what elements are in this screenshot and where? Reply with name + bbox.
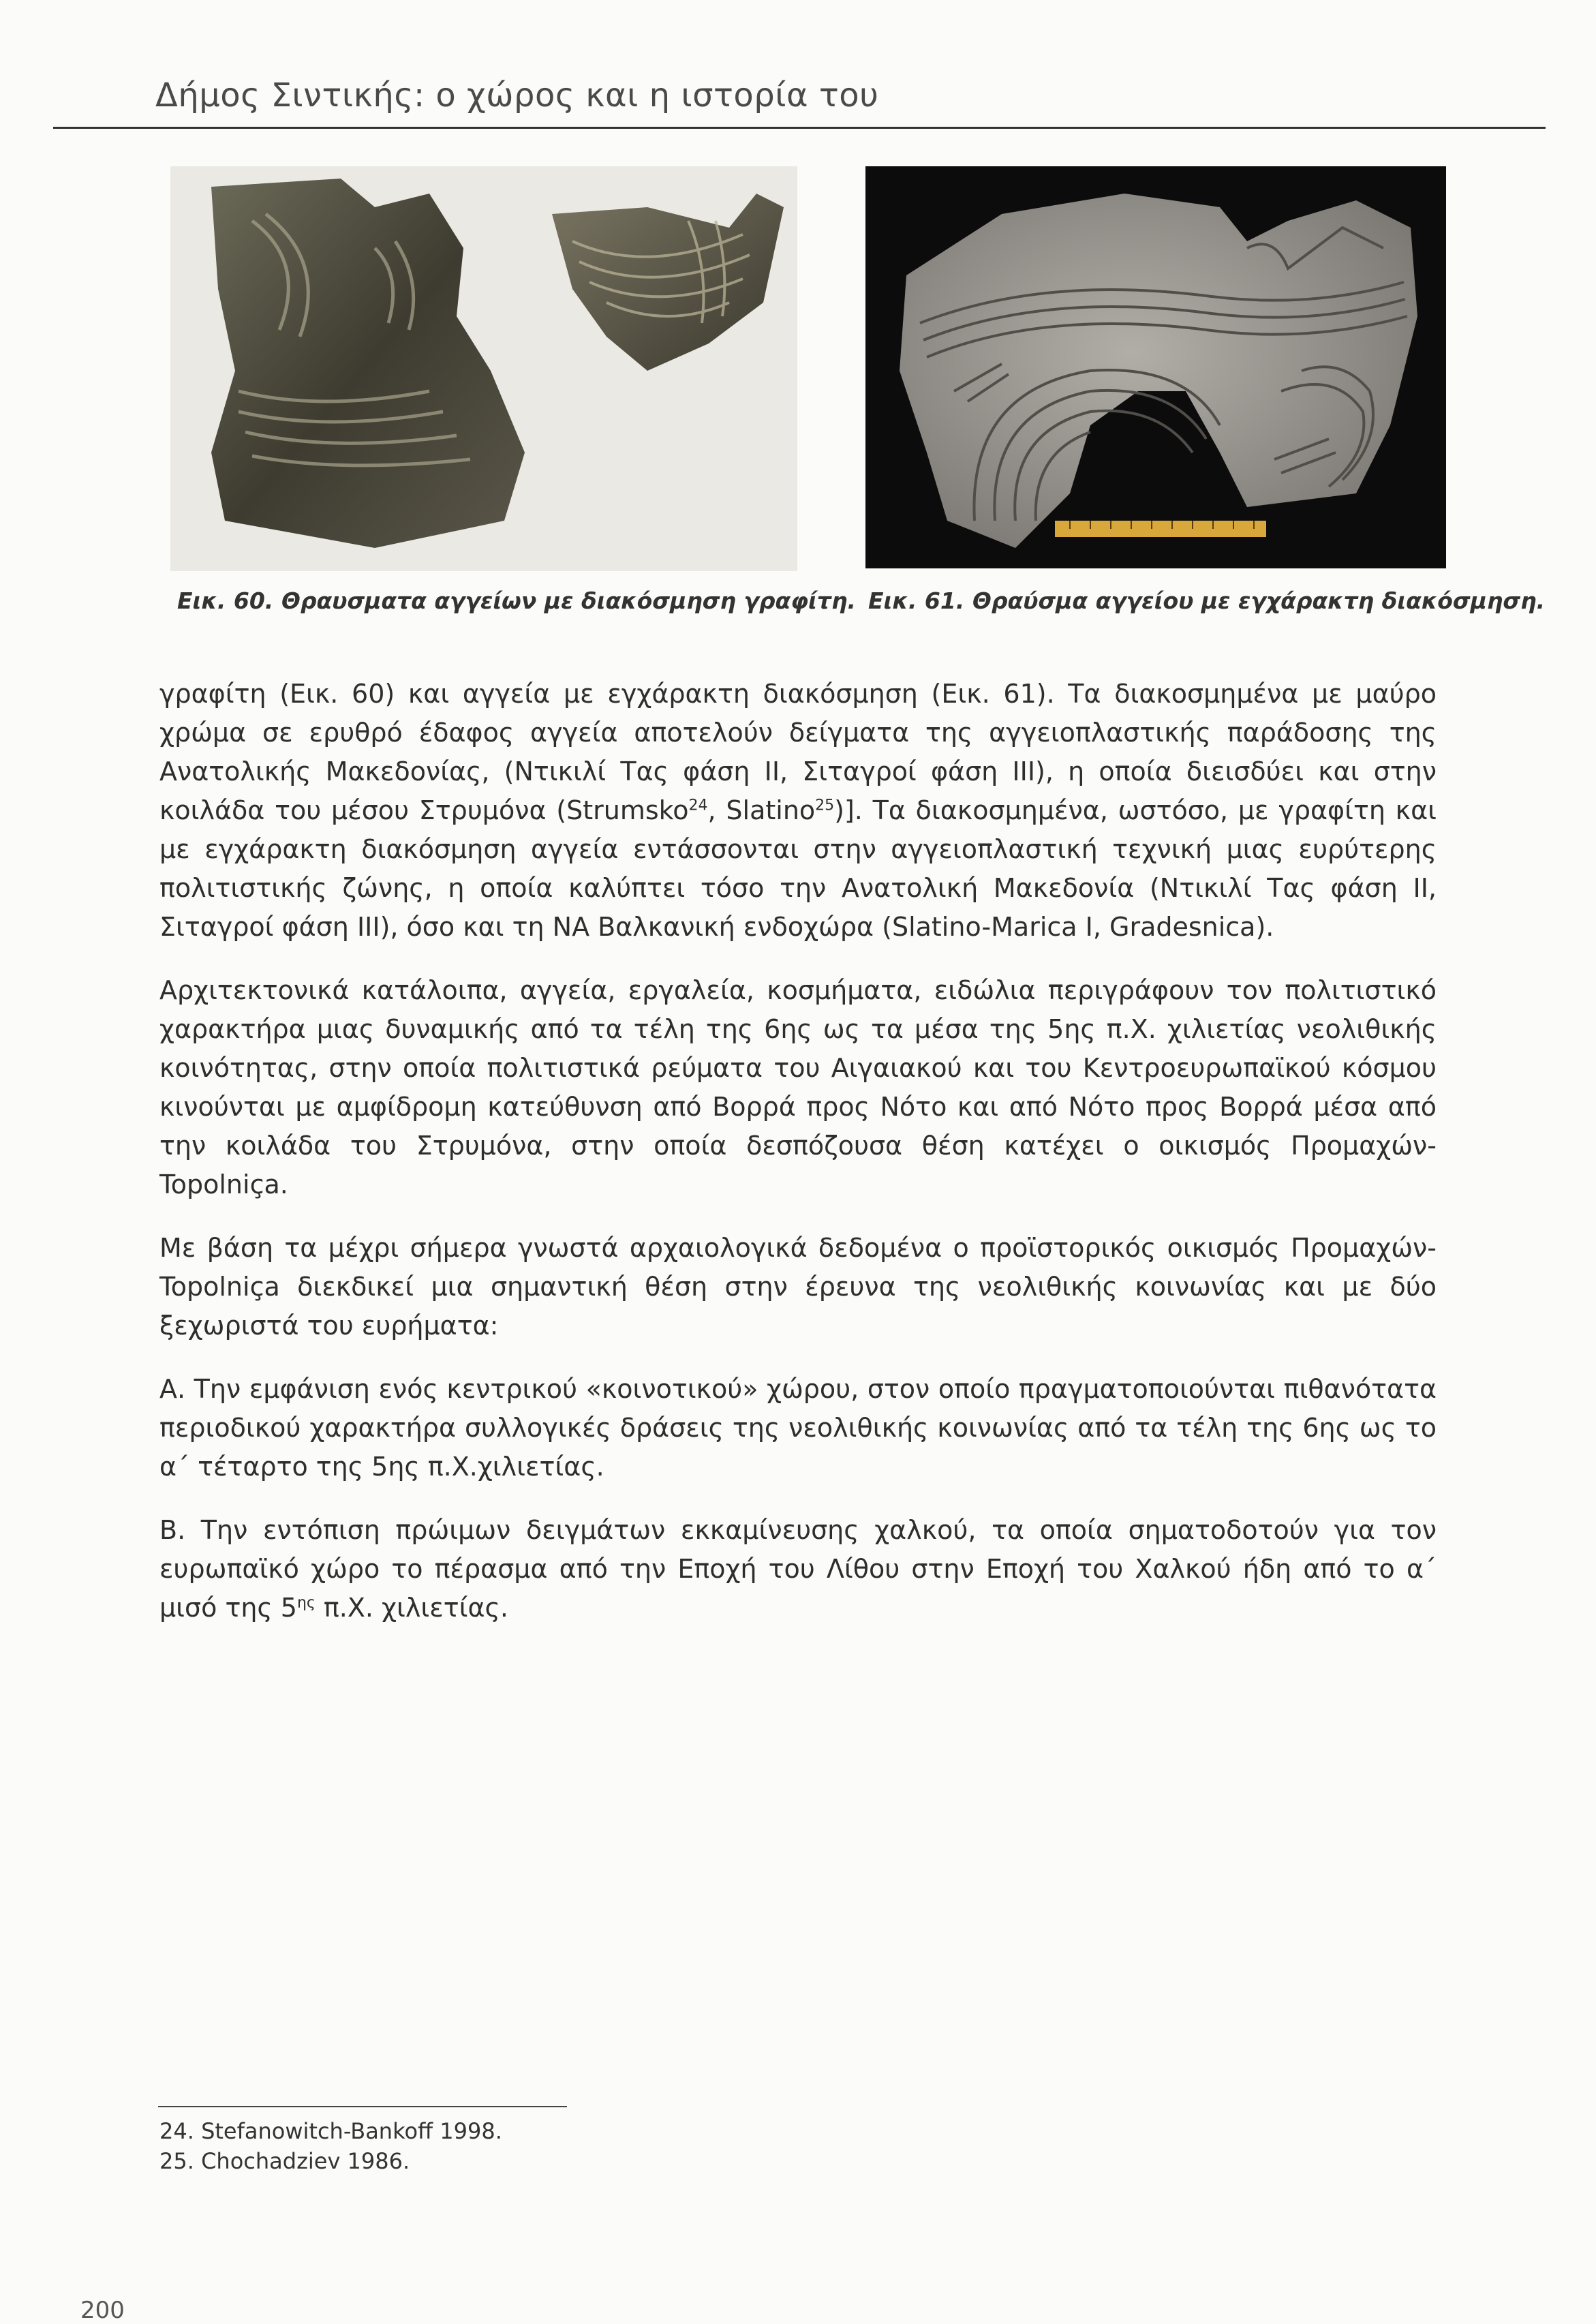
paragraph-5-part-a: Β. Την εντόπιση πρώιμων δειγμάτων εκκαμίνευσης χαλκού, τα οποία σηματοδοτούν για τον ευρωπαϊκό χώρο το πέρασμα από την Εποχή του Λίθου στην Εποχή του Χαλκού ήδη από το α΄ μισό της 5 <box>159 1515 1437 1623</box>
paragraph-5 <box>159 1511 1437 1627</box>
footnote-rule <box>158 2106 567 2107</box>
body-text <box>159 675 1437 1652</box>
footnote-25: 25. Chochadziev 1986. <box>159 2148 410 2174</box>
paragraph-2: Αρχιτεκτονικά κατάλοιπα, αγγεία, εργαλεία, κοσμήματα, ειδώλια περιγράφουν τον πολιτιστικό χαρακτήρα μιας δυναμικής από τα τέλη της 6ης ως τα μέσα της 5ης π.Χ. χιλιετίας νεολιθικής κοινότητας, στην οποία πολιτιστικά ρεύματα του Αιγαιακού και του Κεντροευρωπαϊκού κόσμου κινούνται με αμφίδρομη κατεύθυνση από Βορρά προς Νότο και από Νότο προς Βορρά μέσα από την κοιλάδα του Στρυμόνα, στην οποία δεσπόζουσα θέση κατέχει ο οικισμός Προμαχών-Topolniça. <box>159 975 1437 1199</box>
footnote-ref-24: 24 <box>688 797 708 814</box>
page-number: 200 <box>80 2297 125 2324</box>
running-header: Δήμος Σιντικής: ο χώρος και η ιστορία του <box>155 76 879 114</box>
paragraph-4: Α. Την εμφάνιση ενός κεντρικού «κοινοτικού» χώρου, στον οποίο πραγματοποιούνται πιθανότατα περιοδικού χαρακτήρα συλλογικές δράσεις της νεολιθικής κοινωνίας από τα τέλη της 6ης ως το α΄ τέταρτο της 5ης π.Χ.χιλιετίας. <box>159 1374 1437 1482</box>
figure-61-caption: Εικ. 61. Θραύσμα αγγείου με εγχάρακτη διακόσμηση. <box>868 587 1546 614</box>
sherds-graphite-image <box>170 166 797 571</box>
header-rule <box>53 127 1546 129</box>
superscript-ης: ης <box>296 1594 316 1612</box>
figure-60-photo <box>170 166 797 571</box>
paragraph-1-part-a: γραφίτη (Εικ. 60) και αγγεία με εγχάρακτη διακόσμηση (Εικ. 61). Τα διακοσμημένα με μαύρο χρώμα σε ερυθρό έδαφος αγγεία αποτελούν δείγματα της αγγειοπλαστικής παράδοσης της Ανατολικής Μακεδονίας, (Ντικιλί Τας φάση ΙΙ, Σιταγροί φάση ΙΙΙ), η οποία διεισδύει και στην κοιλάδα του μέσου Στρυμόνα (Strumsko <box>159 679 1437 825</box>
figure-60-caption: Εικ. 60. Θραυσματα αγγείων με διακόσμηση γραφίτη. <box>177 587 856 614</box>
figure-61-photo <box>865 166 1446 568</box>
paragraph-1 <box>159 675 1437 947</box>
paragraph-1-part-c: )]. Τα διακοσμημένα, ωστόσο, με γραφίτη και με εγχάρακτη διακόσμηση αγγεία εντάσσονται στην αγγειοπλαστική τεχνική μιας ευρύτερης πολιτιστικής ζώνης, η οποία καλύπτει τόσο την Ανατολική Μακεδονία (Ντικιλί Τας φάση ΙΙ, Σιταγροί φάση ΙΙΙ), όσο και τη ΝΑ Βαλκανική ενδοχώρα (Slatino-Marica I, Gradesnica). <box>159 795 1437 942</box>
footnote-24: 24. Stefanowitch-Bankoff 1998. <box>159 2118 502 2144</box>
sherd-incised-image <box>865 166 1446 568</box>
paragraph-3: Με βάση τα μέχρι σήμερα γνωστά αρχαιολογικά δεδομένα ο προϊστορικός οικισμός Προμαχών-Topolniça διεκδικεί μια σημαντική θέση στην έρευνα της νεολιθικής κοινωνίας και με δύο ξεχωριστά του ευρήματα: <box>159 1233 1437 1341</box>
paragraph-5-part-b: π.Χ. χιλιετίας. <box>315 1593 508 1623</box>
paragraph-1-part-b: , Slatino <box>707 795 816 825</box>
footnote-ref-25: 25 <box>815 797 835 814</box>
